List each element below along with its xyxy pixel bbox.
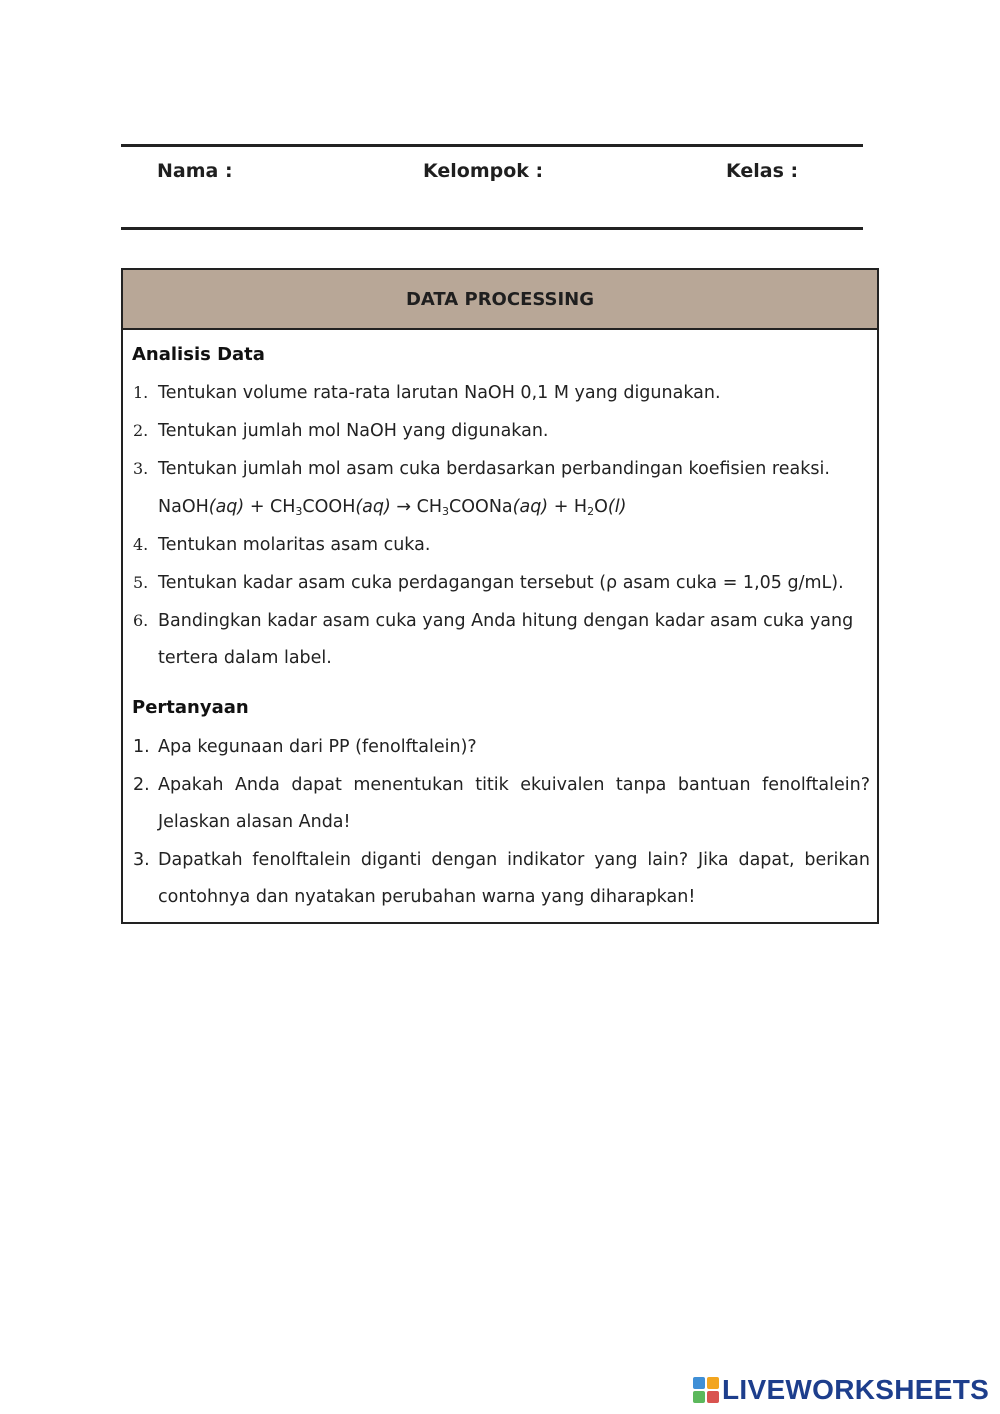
item-text: Tentukan volume rata-rata larutan NaOH 0,1 M yang digunakan. xyxy=(158,383,721,403)
student-info-band xyxy=(121,144,863,230)
item-text: tertera dalam label. xyxy=(158,648,332,668)
item-text: Tentukan molaritas asam cuka. xyxy=(158,535,431,555)
item-number: 2. xyxy=(133,775,150,795)
pertanyaan-heading: Pertanyaan xyxy=(132,697,249,718)
item-number: 4. xyxy=(133,535,149,554)
liveworksheets-logo-icon xyxy=(693,1377,719,1403)
item-number: 2. xyxy=(133,421,149,440)
item-text: Tentukan kadar asam cuka perdagangan tersebut (ρ asam cuka = 1,05 g/mL). xyxy=(158,573,844,593)
item-text: Bandingkan kadar asam cuka yang Anda hitung dengan kadar asam cuka yang xyxy=(158,611,854,631)
item-number: 3. xyxy=(133,850,150,870)
logo-text: LIVEWORKSHEETS xyxy=(722,1374,990,1405)
item-number: 5. xyxy=(133,573,149,592)
data-processing-panel: DATA PROCESSING Analisis Data 1. Tentukan volume rata-rata larutan NaOH 0,1 M yang digunakan. 2. Tentukan jumlah mol NaOH yang digunakan. 3. Tentukan jumlah mol asam cuka berdasarkan perbandingan koefisien reaksi. NaOH(aq) + $CH_3COOH(aq)$ → $CH_3COONa(aq) + H_2O(l)$ 4. Tentukan molaritas asam cuka. 5. Tentukan kadar asam cuka perdagangan tersebut (ρ asam cuka = 1,05 g/mL). 6. Bandingkan kadar asam cuka yang Anda hitung dengan kadar asam cuka yang tertera dalam label. Pertanyaan 1. Apa kegunaan dari PP (fenolftalein)? 2. Apakah Anda dapat menentukan titik ekuivalen tanpa bantuan fenolftalein? Jelaskan alasan Anda! 3. Dapatkah fenolftalein diganti dengan indikator yang lain? Jika dapat, berikan contohnya dan nyatakan perubahan warna yang diharapkan! xyxy=(121,268,879,924)
item-number: 6. xyxy=(133,611,149,630)
item-number: 3. xyxy=(133,459,149,478)
analisis-data-heading: Analisis Data xyxy=(132,344,265,365)
item-text: contohnya dan nyatakan perubahan warna yang diharapkan! xyxy=(158,887,696,907)
kelas-label: Kelas : xyxy=(726,160,799,182)
item-number: 1. xyxy=(133,737,150,757)
item-text: Tentukan jumlah mol asam cuka berdasarkan perbandingan koefisien reaksi. xyxy=(158,459,830,479)
liveworksheets-logo xyxy=(693,1375,989,1405)
item-text: Apa kegunaan dari PP (fenolftalein)? xyxy=(158,737,477,757)
item-text: Apakah Anda dapat menentukan titik ekuivalen tanpa bantuan fenolftalein? xyxy=(158,775,870,795)
item-text: Dapatkah fenolftalein diganti dengan indikator yang lain? Jika dapat, berikan xyxy=(158,850,870,870)
item-text: Tentukan jumlah mol NaOH yang digunakan. xyxy=(158,421,549,441)
kelompok-label: Kelompok : xyxy=(423,160,544,182)
arrow-icon: → xyxy=(390,497,417,517)
panel-title: DATA PROCESSING xyxy=(123,270,877,330)
item-text: Jelaskan alasan Anda! xyxy=(158,812,351,832)
item-number: 1. xyxy=(133,383,149,402)
nama-label: Nama : xyxy=(157,160,233,182)
